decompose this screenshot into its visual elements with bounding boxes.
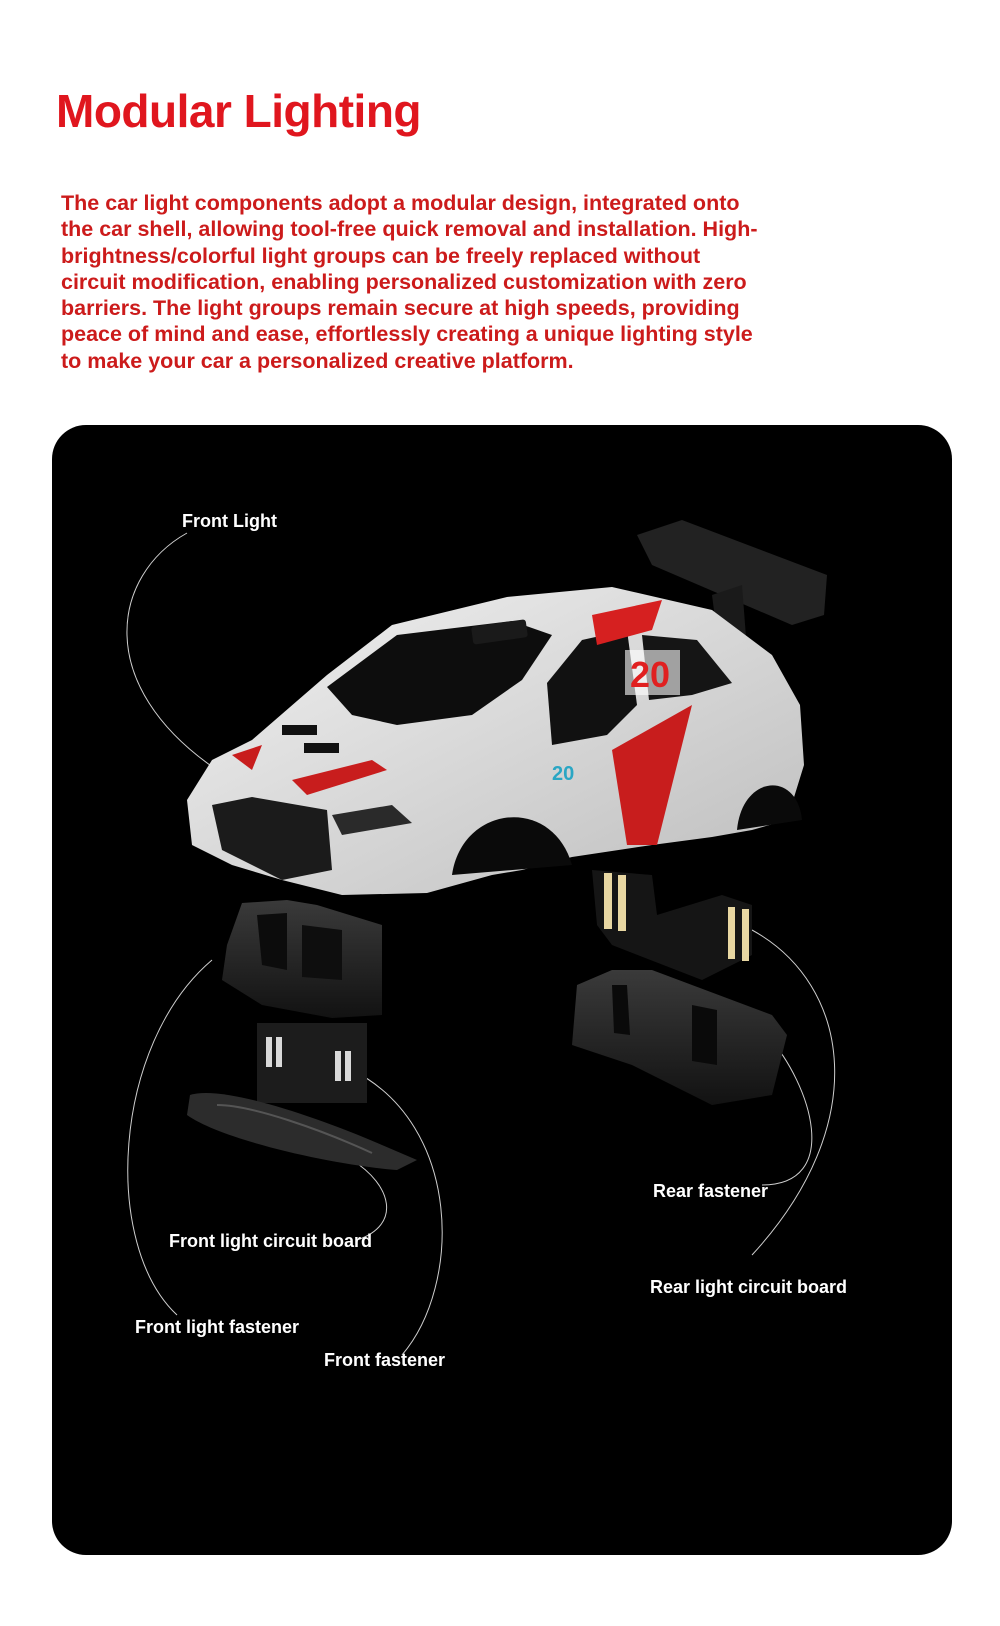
callout-front-light-circuit-board: Front light circuit board [169,1231,372,1251]
front-light-circuit-board-image [257,1023,367,1103]
callout-rear-light-circuit-board: Rear light circuit board [650,1277,848,1297]
front-fastener-image [222,900,382,1018]
rear-fastener-image [572,970,787,1105]
callout-front-fastener: Front fastener [324,1350,446,1370]
rear-light-circuit-board-image [592,870,752,980]
description-text: The car light components adopt a modular design, integrated onto the car shell, allowing tool-free quick removal and installation. High-brightness/colorful light groups can be freely replaced without circuit modification, enabling personalized customization with zero barriers. The light groups remain secure at high speeds, providing peace of mind and ease, effortlessly creating a unique lighting style to make your car a personalized creative platform. [61,191,758,373]
callout-front-light: Front Light [182,511,277,531]
car-side-badge: 20 [552,763,575,785]
callout-rear-fastener: Rear fastener [653,1181,769,1201]
car-number-decal: 20 [630,654,671,695]
car-shell-image [187,520,827,895]
exploded-view-illustration [52,425,952,1555]
exploded-view-panel [52,425,952,1555]
page-title: Modular Lighting [56,85,422,137]
callout-front-light-fastener: Front light fastener [135,1317,300,1337]
front-light-fastener-image [187,1093,417,1170]
